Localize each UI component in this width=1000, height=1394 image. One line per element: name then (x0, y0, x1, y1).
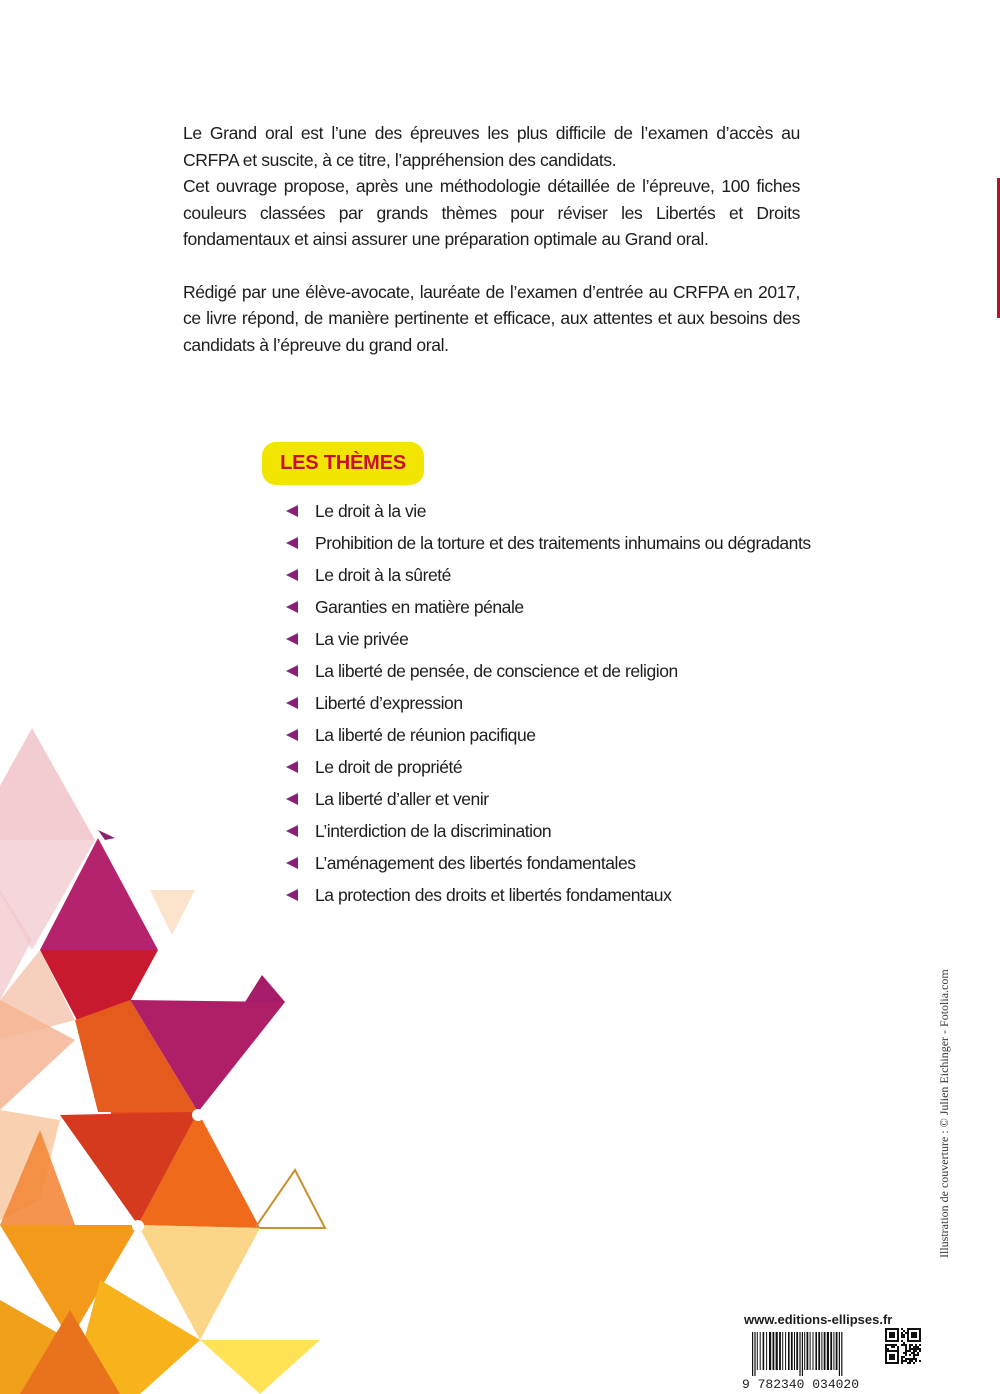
theme-item (286, 655, 811, 687)
theme-item (286, 847, 811, 879)
intro-paragraph: Rédigé par une élève-avocate, lauréate de l’examen d’entrée au CRFPA en 2017, ce livre répond, de manière pertinente et efficace, aux attentes et aux besoins des candidats à l’épreuve du grand oral. (183, 281, 800, 355)
theme-label: Prohibition de la torture et des traitements inhumains ou dégradants (315, 532, 811, 553)
triangle-bullet-icon (286, 505, 298, 517)
barcode-number: 9 782340 034020 (742, 1377, 860, 1390)
theme-item (286, 815, 811, 847)
theme-item (286, 783, 811, 815)
theme-item (286, 751, 811, 783)
theme-label: Le droit à la sûreté (315, 564, 451, 585)
theme-item (286, 527, 811, 559)
themes-list (286, 495, 811, 911)
triangle-bullet-icon (286, 633, 298, 645)
barcode-bars (752, 1332, 842, 1376)
intro-paragraph: Le Grand oral est l’une des épreuves les plus difficile de l’examen d’accès au CRFPA et suscite, à ce titre, l’appréhension des candidats. (183, 123, 800, 170)
triangle-bullet-icon (286, 601, 298, 613)
deco-triangle (200, 1340, 320, 1394)
intro-paragraph: Cet ouvrage propose, après une méthodologie détaillée de l’épreuve, 100 fiches couleurs classées par grands thèmes pour réviser les Libertés et Droits fondamentaux et ainsi assurer une préparation optimale au Grand oral. (183, 176, 800, 249)
isbn-barcode (742, 1332, 877, 1390)
deco-dot (192, 1109, 204, 1121)
theme-label: La liberté de réunion pacifique (315, 724, 536, 745)
theme-label: L’aménagement des libertés fondamentales (315, 852, 636, 873)
theme-label: La liberté de pensée, de conscience et de religion (315, 660, 678, 681)
theme-item (286, 495, 811, 527)
theme-label: La vie privée (315, 628, 409, 649)
triangle-bullet-icon (286, 665, 298, 677)
theme-item (286, 879, 811, 911)
theme-label: Liberté d’expression (315, 692, 463, 713)
deco-triangle (0, 728, 95, 840)
deco-triangle (150, 890, 195, 935)
triangle-pattern-illustration (0, 720, 340, 1394)
theme-label: Le droit de propriété (315, 756, 463, 777)
cover-illustration-credit: Illustration de couverture : © Julien Eichinger - Fotolia.com (937, 969, 951, 1258)
deco-triangle (245, 975, 285, 1002)
deco-triangle (98, 830, 115, 840)
theme-item (286, 559, 811, 591)
theme-item (286, 719, 811, 751)
deco-dot (132, 1220, 144, 1232)
triangle-bullet-icon (286, 697, 298, 709)
theme-item (286, 591, 811, 623)
qr-code (885, 1328, 921, 1364)
triangle-bullet-icon (286, 569, 298, 581)
publisher-website[interactable]: www.editions-ellipses.fr (744, 1312, 893, 1327)
theme-label: L’interdiction de la discrimination (315, 820, 552, 841)
theme-label: La liberté d’aller et venir (315, 788, 489, 809)
back-cover-intro (183, 120, 800, 358)
deco-triangle (255, 1170, 325, 1228)
theme-item (286, 687, 811, 719)
triangle-bullet-icon (286, 537, 298, 549)
theme-label: Garanties en matière pénale (315, 596, 524, 617)
themes-heading: LES THÈMES (262, 442, 424, 485)
theme-label: Le droit à la vie (315, 500, 427, 521)
theme-label: La protection des droits et libertés fondamentaux (315, 884, 672, 905)
theme-item (286, 623, 811, 655)
